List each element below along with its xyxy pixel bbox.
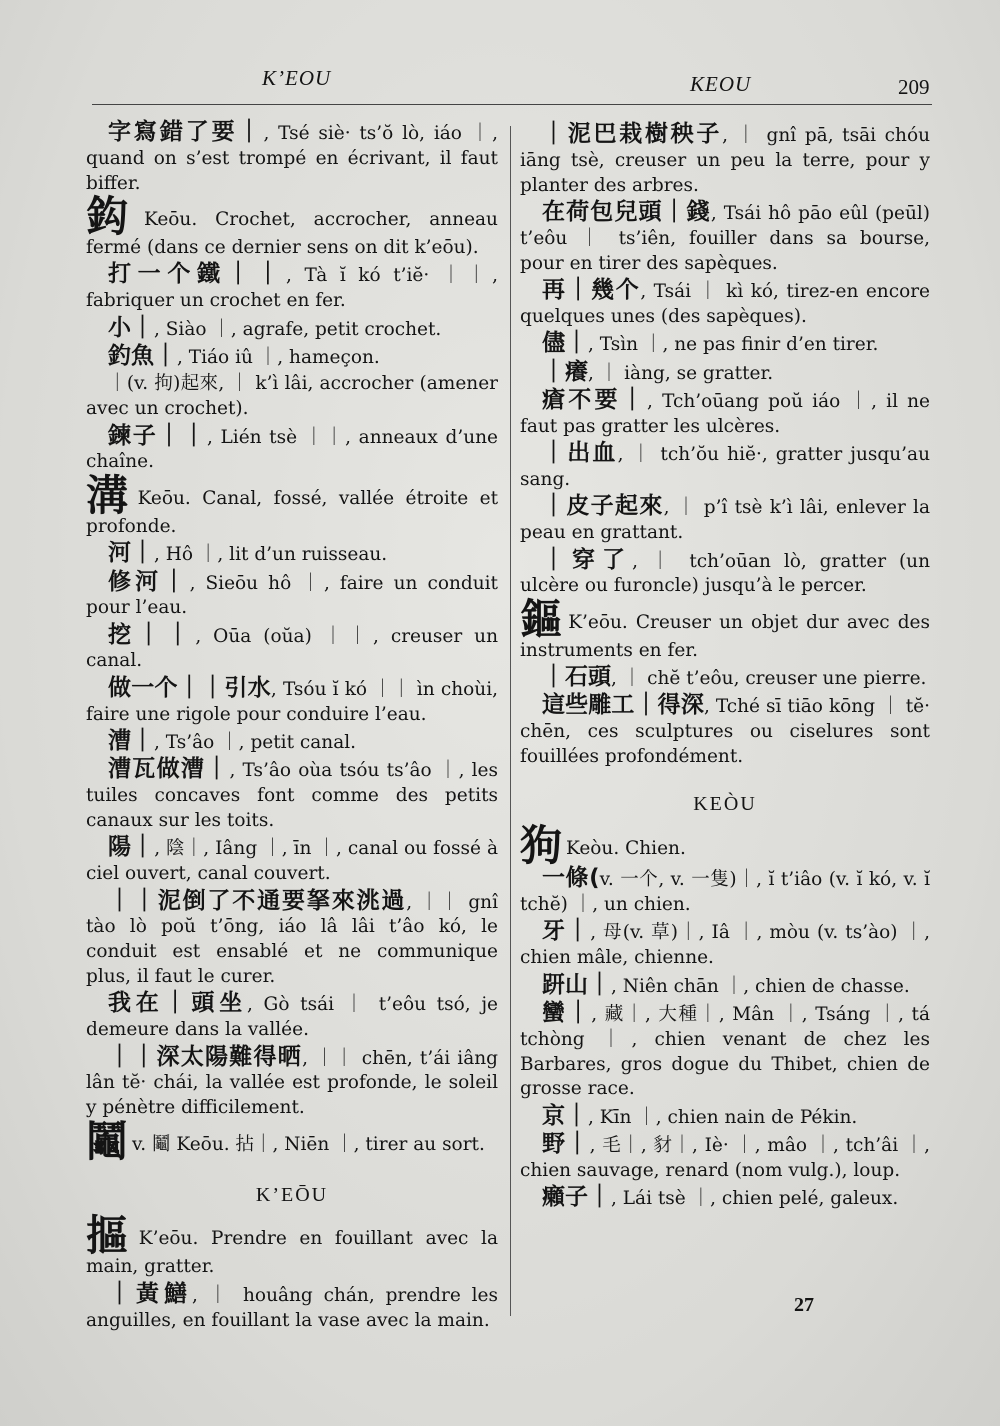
dictionary-entry: [520, 973, 930, 1000]
entry-text: 一條(v. 一个, v. 一隻)｜, ĭ t’iâo (v. ĭ kó, v. ĭ tchĕ) ｜, un chien.: [520, 865, 931, 916]
headword-entry: [86, 470, 498, 540]
entry-text: Keòu. Chien.: [566, 837, 686, 859]
entry-text: 再｜幾个, Tsái ｜ kì kó, tirez-en encore quelques unes (des sapèques).: [520, 276, 930, 327]
section-heading: K’EŌU: [255, 1183, 329, 1206]
entry-text: ｜癢, ｜ iàng, se gratter.: [542, 358, 774, 385]
headword-entry: [520, 594, 930, 664]
entry-text: Keōu. Crochet, accrocher, anneau fermé (dans ce dernier sens on dit k’eōu).: [86, 208, 498, 258]
dictionary-entry: [86, 424, 498, 476]
headword-entry: [520, 820, 930, 870]
dictionary-entry: [520, 919, 930, 971]
entry-text: 在荷包兒頭｜錢, Tsái hô pāo eûl (peūl) t’eôu ｜ ts’iên, fouiller dans sa bourse, pour en tirer des sapèques.: [520, 198, 931, 274]
left-column: [86, 120, 498, 1335]
dictionary-entry: [520, 200, 930, 276]
column-divider: [510, 126, 511, 1316]
dictionary-entry: [86, 991, 498, 1043]
entry-text: K’eōu. Creuser un objet dur avec des instruments en fer.: [520, 611, 930, 661]
headword-entry: [86, 1211, 498, 1280]
entry-text: 漕瓦做漕｜, Ts’âo oùa tsóu ts’âo ｜, les tuiles concaves font comme des petits canaux sur les toits.: [86, 756, 498, 832]
headword-character: 鏂: [520, 594, 565, 644]
entry-text: 蠻｜, 藏｜, 大種｜, Mân ｜, Tsáng ｜, tá tchòng ｜, chien venant de chez les Barbares, gros dogue du Thibet, chien de grosse race.: [520, 1000, 930, 1100]
dictionary-entry: [86, 541, 498, 568]
entry-text: 瘡不要｜, Tch’oūang poŭ iáo ｜, il ne faut pas gratter les ulcères.: [520, 386, 930, 437]
running-header-left: K’EOU: [262, 66, 332, 90]
entry-text: v. 鬮 Keōu. 拈｜, Niēn ｜, tirer au sort.: [132, 1133, 485, 1155]
dictionary-entry: [86, 676, 498, 728]
dictionary-entry: [520, 360, 930, 387]
dictionary-entry: [520, 494, 930, 546]
entry-text: ｜皮子起來, ｜ p’î tsè k’ì lâi, enlever la peau en grattant.: [520, 493, 930, 544]
dictionary-entry: [86, 262, 498, 314]
headword-character: 溝: [86, 470, 134, 520]
dictionary-entry: [86, 835, 498, 887]
dictionary-entry: [520, 548, 930, 600]
dictionary-entry: [86, 344, 498, 371]
headword-character: 鬮: [86, 1116, 129, 1166]
entry-text: 這些雕工｜得深, Tché sī tiāo kōng ｜ tĕ· chēn, ces sculptures ou ciselures sont fouillées profondément.: [520, 692, 930, 768]
entry-text: 陽｜, 陰｜, Iâng ｜, īn ｜, canal ou fossé à ciel ouvert, canal couvert.: [86, 834, 498, 885]
dictionary-entry: [520, 866, 930, 918]
dictionary-entry: [86, 316, 498, 343]
entry-text: 牙｜, 母(v. 草)｜, Iâ ｜, mòu (v. ts’ào) ｜, chien mâle, chienne.: [520, 918, 930, 969]
entry-text: 小｜, Siào ｜, agrafe, petit crochet.: [108, 314, 442, 341]
dictionary-entry: [520, 1001, 930, 1102]
entry-text: ｜｜泥倒了不通要拏來洮過, ｜｜ gnî tào lò poŭ t’ōng, iáo lâ lâi t’âo kó, le conduit est ensablé et ne communique plus, il faut le curer.: [86, 887, 498, 988]
dictionary-entry: [86, 570, 498, 622]
entry-text: 做一个｜｜引水, Tsóu ĭ kó ｜｜ ìn choùi, faire une rigole pour conduire l’eau.: [86, 674, 498, 725]
right-column: [520, 122, 930, 1214]
entry-text: K’eōu. Prendre en fouillant avec la main, gratter.: [86, 1228, 498, 1278]
section-heading: KEÒU: [693, 792, 757, 815]
dictionary-entry: [520, 331, 930, 358]
entry-text: 癩子｜, Lái tsè ｜, chien pelé, galeux.: [542, 1184, 899, 1211]
entry-text: 挖｜｜, Oūa (oŭa) ｜｜, creuser un canal.: [86, 621, 498, 672]
entry-text: 修河｜, Sieōu hô ｜, faire un conduit pour l’eau.: [86, 568, 498, 619]
entry-text: ｜穿了, ｜ tch’oūan lò, gratter (un ulcère ou furoncle) jusqu’à le percer.: [520, 546, 931, 597]
dictionary-entry: [86, 729, 498, 756]
running-header-center: KEOU: [690, 72, 752, 96]
dictionary-entry: [520, 693, 930, 769]
entry-text: 趼山｜, Niên chān ｜, chien de chasse.: [542, 971, 910, 998]
entry-text: ｜(v. 拘)起來, ｜ k’ì lâi, accrocher (amener avec un crochet).: [86, 373, 498, 420]
entry-text: ｜黃鱔, ｜ houâng chán, prendre les anguilles, en fouillant la vase avec la main.: [86, 1280, 498, 1331]
entry-text: 漕｜, Ts’âo ｜, petit canal.: [108, 728, 357, 755]
page-number: 209: [898, 75, 930, 99]
entry-text: 打一个鐵｜｜, Tà ĭ kó t’iĕ· ｜｜, fabriquer un crochet en fer.: [86, 261, 499, 312]
entry-text: 儘｜, Tsìn ｜, ne pas finir d’en tirer.: [542, 330, 879, 357]
headword-character: 鈎: [86, 191, 141, 241]
entry-text: 京｜, Kīn ｜, chien nain de Pékin.: [542, 1102, 858, 1129]
headword-entry: [86, 191, 498, 261]
entry-text: ｜｜深太陽難得晒, ｜｜ chēn, t’ái iâng lân tĕ· chái, la vallée est profonde, le soleil y pénètre difficilement.: [86, 1043, 498, 1119]
dictionary-entry: [86, 1282, 498, 1334]
entry-text: ｜出血, ｜ tch’ŏu hiĕ·, gratter jusqu’au sang.: [520, 440, 930, 490]
dictionary-entry: [520, 1104, 930, 1131]
dictionary-entry: [520, 122, 930, 198]
entry-text: 我在｜頭坐, Gò tsái ｜ t’eôu tsó, je demeure dans la vallée.: [86, 990, 498, 1041]
entry-text: 釣魚｜, Tiáo iû ｜, hameçon.: [108, 342, 380, 369]
dictionary-entry: [86, 757, 498, 833]
dictionary-entry: [520, 441, 930, 493]
entry-text: ｜石頭, ｜ chĕ t’eôu, creuser une pierre.: [542, 664, 927, 691]
signature-mark: 27: [794, 1294, 814, 1316]
dictionary-entry: [520, 1132, 930, 1184]
dictionary-entry: [520, 665, 930, 692]
dictionary-entry: [86, 623, 498, 675]
dictionary-entry: [86, 372, 498, 422]
dictionary-entry: [520, 1185, 930, 1212]
dictionary-entry: [86, 120, 498, 196]
entry-text: 字寫錯了要｜, Tsé siè· ts’ŏ lò, iáo ｜, quand on s’est trompé en écrivant, il faut biffer.: [86, 119, 499, 194]
entry-text: 鍊子｜｜, Lién tsè ｜｜, anneaux d’une chaîne.: [86, 422, 498, 473]
headword-character: 摳: [86, 1211, 135, 1261]
dictionary-entry: [86, 889, 498, 990]
headword-character: 狗: [520, 820, 563, 870]
entry-text: 野｜, 毛｜, 豺｜, Iè· ｜, mâo ｜, tch’âi ｜, chien sauvage, renard (nom vulg.), loup.: [520, 1131, 930, 1181]
entry-text: ｜泥巴栽樹秧子, ｜ gnî pā, tsāi chóu iāng tsè, creuser un peu la terre, pour y planter des arbres.: [520, 121, 931, 196]
dictionary-entry: [86, 1045, 498, 1121]
entry-text: Keōu. Canal, fossé, vallée étroite et profonde.: [86, 487, 498, 537]
header-rule: [92, 104, 932, 105]
entry-text: 河｜, Hô ｜, lit d’un ruisseau.: [108, 540, 388, 567]
dictionary-entry: [520, 278, 930, 330]
dictionary-entry: [520, 388, 930, 440]
headword-entry: [86, 1116, 498, 1166]
